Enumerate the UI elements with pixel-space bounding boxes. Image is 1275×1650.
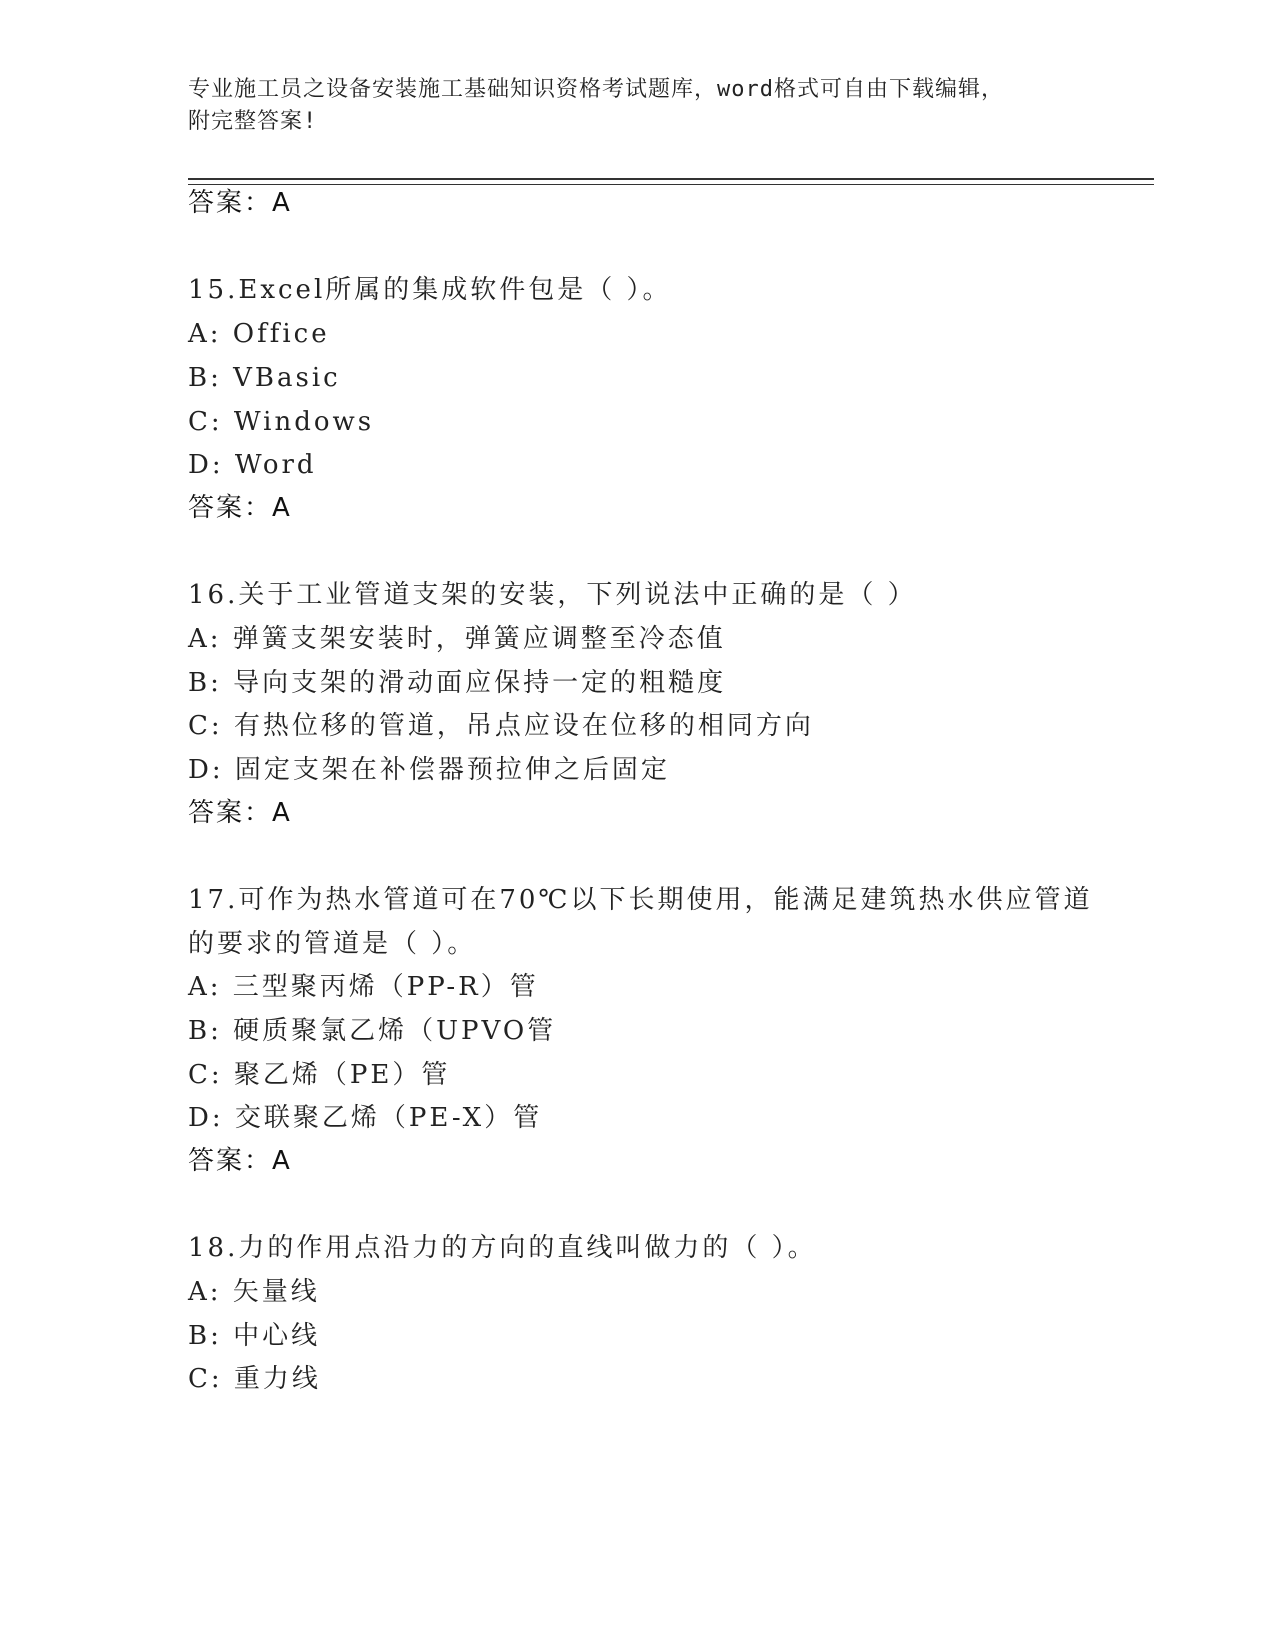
question-15-option-c: C: Windows xyxy=(188,407,375,437)
question-17-option-b: B: 硬质聚氯乙烯（UPVO管 xyxy=(188,1016,557,1046)
question-17-option-a: A: 三型聚丙烯（PP-R）管 xyxy=(188,972,539,1002)
header-rule-thin xyxy=(188,184,1154,185)
question-17-stem: 17.可作为热水管道可在70℃以下长期使用，能满足建筑热水供应管道 xyxy=(188,885,1093,915)
question-17-option-d: D: 交联聚乙烯（PE-X）管 xyxy=(188,1103,543,1133)
question-16-answer: 答案：A xyxy=(188,798,292,828)
question-15-stem: 15.Excel所属的集成软件包是（ ）。 xyxy=(188,275,672,305)
question-16-option-a: A: 弹簧支架安装时，弹簧应调整至冷态值 xyxy=(188,624,726,654)
question-18-option-c: C: 重力线 xyxy=(188,1364,321,1394)
header-line-2: 附完整答案! xyxy=(188,109,318,134)
question-15-option-d: D: Word xyxy=(188,450,317,480)
question-18-option-a: A: 矢量线 xyxy=(188,1277,320,1307)
answer-previous: 答案：A xyxy=(188,188,292,218)
question-15-option-b: B: VBasic xyxy=(188,363,341,393)
question-18-option-b: B: 中心线 xyxy=(188,1321,321,1351)
question-16-stem: 16.关于工业管道支架的安装，下列说法中正确的是（ ） xyxy=(188,580,917,610)
question-17-stem-continued: 的要求的管道是（ ）。 xyxy=(188,929,477,959)
question-15-option-a: A: Office xyxy=(188,319,330,349)
header-line-1: 专业施工员之设备安装施工基础知识资格考试题库，word格式可自由下载编辑， xyxy=(188,77,1004,102)
question-15-answer: 答案：A xyxy=(188,493,292,523)
header-rule-thick xyxy=(188,178,1154,180)
question-17-option-c: C: 聚乙烯（PE）管 xyxy=(188,1060,451,1090)
question-17-answer: 答案：A xyxy=(188,1146,292,1176)
question-16-option-d: D: 固定支架在补偿器预拉伸之后固定 xyxy=(188,755,670,785)
question-18-stem: 18.力的作用点沿力的方向的直线叫做力的（ ）。 xyxy=(188,1233,817,1263)
question-16-option-b: B: 导向支架的滑动面应保持一定的粗糙度 xyxy=(188,668,727,698)
question-16-option-c: C: 有热位移的管道，吊点应设在位移的相同方向 xyxy=(188,711,814,741)
page-header xyxy=(188,74,1088,138)
